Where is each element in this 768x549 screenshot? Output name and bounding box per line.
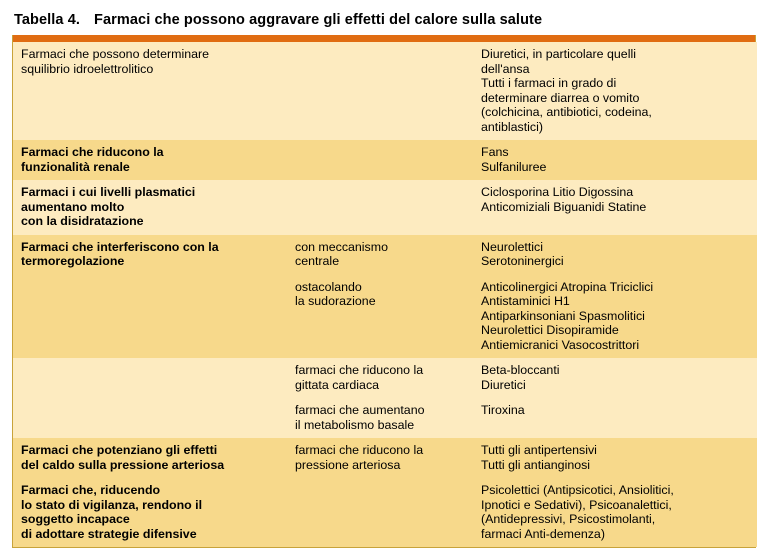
cell-line: Diuretici: [481, 377, 526, 392]
cell-line: Sulfaniluree: [481, 159, 547, 174]
table-row: [13, 140, 757, 180]
cell-mechanism: [287, 235, 473, 275]
cell-mechanism: [287, 42, 473, 140]
cell-category: [13, 438, 287, 478]
cell-line: soggetto incapace: [21, 512, 130, 526]
cell-line: Anticolinergici Atropina Triciclici: [481, 279, 654, 294]
cell-line: Farmaci che possono determinare: [21, 47, 210, 61]
cell-line: farmaci che riducono la: [295, 363, 424, 377]
cell-line: dell'ansa: [481, 61, 530, 76]
cell-line: Diuretici, in particolare quelli: [481, 47, 636, 61]
cell-category: [13, 398, 287, 438]
cell-line: il metabolismo basale: [295, 417, 415, 432]
cell-drugs: [473, 140, 757, 180]
cell-line: (Antidepressivi, Psicostimolanti,: [481, 512, 656, 526]
cell-line: pressione arteriosa: [295, 457, 401, 472]
cell-drugs: [473, 478, 757, 547]
cell-category: [13, 235, 287, 275]
cell-drugs: [473, 180, 757, 235]
cell-category: [13, 180, 287, 235]
table-container: [12, 35, 756, 548]
cell-mechanism: [287, 438, 473, 478]
cell-line: Serotoninergici: [481, 254, 564, 268]
cell-line: lo stato di vigilanza, rendono il: [21, 497, 203, 512]
cell-line: Tutti gli antipertensivi: [481, 443, 597, 457]
cell-line: la sudorazione: [295, 294, 376, 308]
cell-line: farmaci che riducono la: [295, 443, 424, 457]
cell-line: Antiparkinsoniani Spasmolitici: [481, 308, 645, 323]
table-body: [13, 42, 757, 547]
cell-line: con la disidratazione: [21, 214, 144, 228]
cell-mechanism: [287, 275, 473, 359]
cell-category: [13, 140, 287, 180]
cell-line: Tutti i farmaci in grado di: [481, 76, 617, 90]
cell-line: Antiemicranici Vasocostrittori: [481, 337, 640, 352]
cell-line: Farmaci che potenziano gli effetti: [21, 443, 218, 457]
cell-mechanism: [287, 478, 473, 547]
cell-line: (colchicina, antibiotici, codeina,: [481, 105, 652, 119]
cell-line: Neurolettici: [481, 239, 543, 254]
table-caption: [14, 12, 756, 28]
cell-line: termoregolazione: [21, 254, 125, 268]
cell-line: Fans: [481, 145, 509, 159]
cell-line: del caldo sulla pressione arteriosa: [21, 457, 225, 472]
cell-drugs: [473, 235, 757, 275]
cell-drugs: [473, 358, 757, 398]
cell-line: Farmaci che, riducendo: [21, 483, 161, 497]
cell-mechanism: [287, 140, 473, 180]
cell-drugs: [473, 398, 757, 438]
cell-drugs: [473, 438, 757, 478]
table-row: [13, 235, 757, 275]
cell-line: con meccanismo: [295, 239, 388, 254]
cell-drugs: [473, 275, 757, 359]
cell-line: Psicolettici (Antipsicotici, Ansiolitici,: [481, 483, 674, 497]
cell-line: Antistaminici H1: [481, 294, 570, 308]
table-top-rule: [13, 35, 755, 42]
table-row: [13, 275, 757, 359]
cell-line: Farmaci che riducono la: [21, 145, 164, 159]
cell-line: centrale: [295, 254, 340, 268]
cell-category: [13, 358, 287, 398]
table-row: [13, 42, 757, 140]
cell-line: Farmaci che interferiscono con la: [21, 239, 219, 254]
cell-line: di adottare strategie difensive: [21, 526, 197, 541]
cell-category: [13, 478, 287, 547]
cell-line: squilibrio idroelettrolitico: [21, 61, 154, 76]
cell-mechanism: [287, 398, 473, 438]
cell-drugs: [473, 42, 757, 140]
cell-line: ostacolando: [295, 279, 362, 294]
cell-line: Ipnotici e Sedativi), Psicoanalettici,: [481, 497, 672, 512]
cell-line: Beta-bloccanti: [481, 363, 560, 377]
caption-title: Farmaci che possono aggravare gli effetti del calore sulla salute: [94, 12, 543, 28]
cell-line: funzionalità renale: [21, 159, 130, 174]
cell-category: [13, 42, 287, 140]
caption-number: Tabella 4.: [14, 12, 81, 28]
cell-category: [13, 275, 287, 359]
cell-line: Anticomiziali Biguanidi Statine: [481, 199, 647, 214]
cell-line: antiblastici): [481, 119, 543, 134]
cell-line: Neurolettici Disopiramide: [481, 323, 619, 337]
cell-mechanism: [287, 358, 473, 398]
drug-table: [13, 42, 757, 547]
table-row: [13, 398, 757, 438]
cell-line: determinare diarrea o vomito: [481, 90, 640, 105]
table-row: [13, 358, 757, 398]
cell-line: Ciclosporina Litio Digossina: [481, 185, 634, 199]
table-row: [13, 438, 757, 478]
cell-line: farmaci che aumentano: [295, 403, 425, 417]
cell-line: gittata cardiaca: [295, 377, 380, 392]
table-row: [13, 478, 757, 547]
cell-line: farmaci Anti-demenza): [481, 526, 605, 541]
cell-line: Tutti gli antianginosi: [481, 457, 591, 472]
cell-line: Farmaci i cui livelli plasmatici: [21, 185, 196, 199]
cell-mechanism: [287, 180, 473, 235]
cell-line: aumentano molto: [21, 199, 125, 214]
cell-line: Tiroxina: [481, 403, 525, 417]
table-row: [13, 180, 757, 235]
